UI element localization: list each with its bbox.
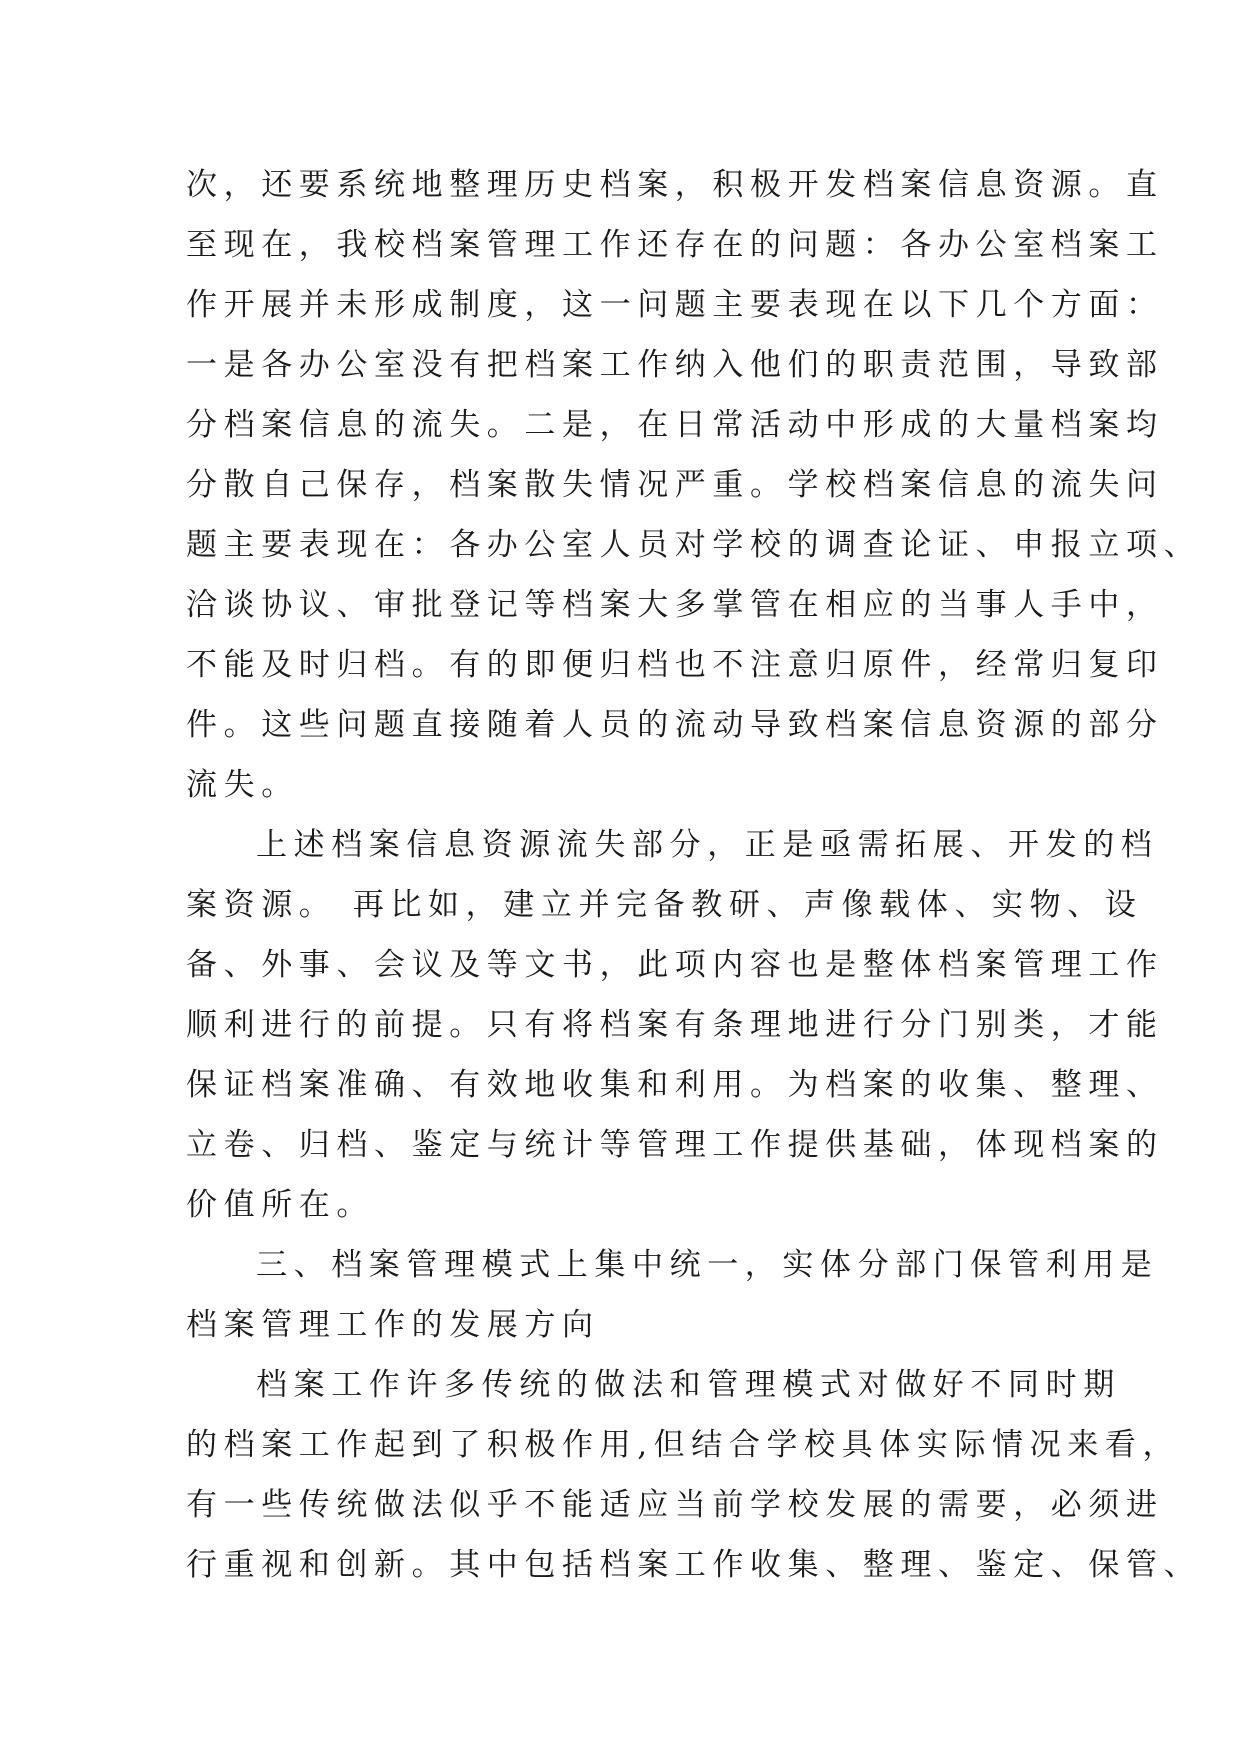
section-heading-line: 档案管理工作的发展方向 bbox=[186, 1307, 600, 1343]
text-line: 立卷、归档、鉴定与统计等管理工作提供基础，体现档案的 bbox=[186, 1127, 1164, 1163]
section-heading-line: 三、档案管理模式上集中统一，实体分部门保管利用是 bbox=[256, 1247, 1159, 1283]
text-line: 分档案信息的流失。二是，在日常活动中形成的大量档案均 bbox=[186, 407, 1164, 443]
body-text bbox=[186, 155, 1202, 1595]
text-line: 有一些传统做法似乎不能适应当前学校发展的需要，必须进 bbox=[186, 1487, 1164, 1523]
text-line: 行重视和创新。其中包括档案工作收集、整理、鉴定、保管、 bbox=[186, 1547, 1202, 1583]
text-line: 洽谈协议、审批登记等档案大多掌管在相应的当事人手中， bbox=[186, 587, 1164, 623]
text-line: 至现在，我校档案管理工作还存在的问题：各办公室档案工 bbox=[186, 227, 1164, 263]
text-line: 案资源。 再比如，建立并完备教研、声像载体、实物、设 bbox=[186, 887, 1143, 923]
text-line: 不能及时归档。有的即便归档也不注意归原件，经常归复印 bbox=[186, 647, 1164, 683]
paragraph-first-line: 档案工作许多传统的做法和管理模式对做好不同时期 bbox=[256, 1367, 1121, 1403]
text-line: 价值所在。 bbox=[186, 1187, 374, 1223]
text-line: 作开展并未形成制度，这一问题主要表现在以下几个方面： bbox=[186, 287, 1164, 323]
text-line: 题主要表现在：各办公室人员对学校的调查论证、申报立项、 bbox=[186, 527, 1202, 563]
text-line: 流失。 bbox=[186, 767, 299, 803]
text-line: 的档案工作起到了积极作用,但结合学校具体实际情况来看， bbox=[186, 1427, 1181, 1463]
text-line: 件。这些问题直接随着人员的流动导致档案信息资源的部分 bbox=[186, 707, 1164, 743]
text-line: 顺利进行的前提。只有将档案有条理地进行分门别类，才能 bbox=[186, 1007, 1164, 1043]
paragraph-first-line: 上述档案信息资源流失部分，正是亟需拓展、开发的档 bbox=[256, 827, 1159, 863]
text-line: 保证档案准确、有效地收集和利用。为档案的收集、整理、 bbox=[186, 1067, 1164, 1103]
text-line: 次，还要系统地整理历史档案，积极开发档案信息资源。直 bbox=[186, 167, 1164, 203]
text-line: 分散自己保存，档案散失情况严重。学校档案信息的流失问 bbox=[186, 467, 1164, 503]
text-line: 备、外事、会议及等文书，此项内容也是整体档案管理工作 bbox=[186, 947, 1164, 983]
text-line: 一是各办公室没有把档案工作纳入他们的职责范围，导致部 bbox=[186, 347, 1164, 383]
